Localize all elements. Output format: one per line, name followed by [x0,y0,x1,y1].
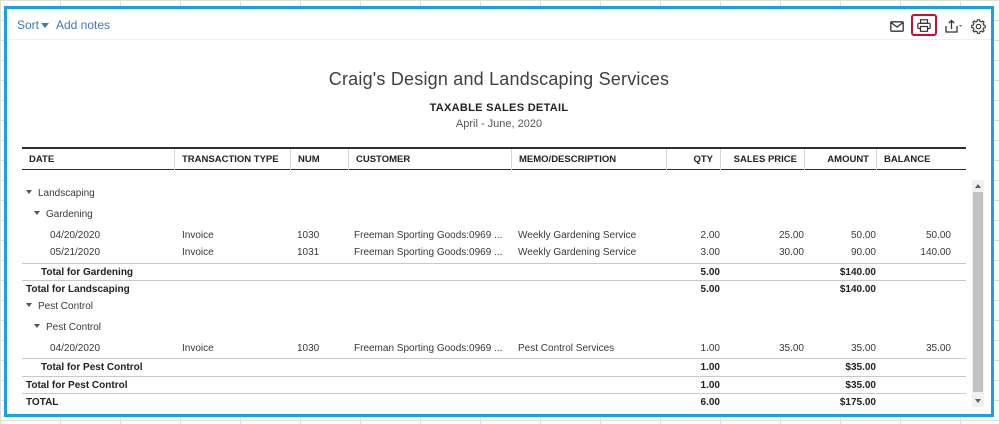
scroll-up-button[interactable] [972,180,984,192]
report-title: TAXABLE SALES DETAIL [429,102,569,114]
group-row[interactable] [22,206,966,223]
subtotal-qty: 1.00 [700,362,720,373]
subtotal-qty: 1.00 [700,380,720,391]
email-button[interactable] [886,15,908,37]
row-price: 25.00 [778,230,804,241]
row-amount: 35.00 [850,343,876,354]
report-frame [4,6,994,417]
subtotal-label: Total for Landscaping [26,284,130,295]
row-qty: 2.00 [700,230,720,241]
group-label: Pest Control [38,301,94,312]
report-toolbar [7,9,991,41]
chevron-up-icon [975,184,981,188]
toolbar-divider [7,39,991,40]
col-sales-price-header[interactable]: SALES PRICE [721,149,805,170]
col-date-header[interactable]: DATE [22,149,175,170]
subtotal-label: Total for Pest Control [41,362,143,373]
row-date: 04/20/2020 [50,230,101,241]
row-balance: 35.00 [925,343,951,354]
row-balance: 50.00 [925,230,951,241]
collapse-triangle-icon[interactable] [26,190,32,194]
table-row[interactable] [22,244,966,261]
export-button[interactable] [944,15,966,37]
sort-button[interactable] [17,18,49,32]
collapse-triangle-icon[interactable] [26,303,32,307]
table-row[interactable] [22,227,966,244]
total-label: TOTAL [26,397,59,407]
row-memo: Weekly Gardening Service [518,230,637,241]
row-num: 1031 [297,247,320,258]
subtotal-qty: 5.00 [700,284,720,295]
subtotal-qty: 5.00 [700,267,720,278]
row-amount: 50.00 [850,230,876,241]
collapse-triangle-icon[interactable] [34,324,40,328]
row-amount: 90.00 [850,247,876,258]
group-label: Landscaping [38,188,95,199]
subtotal-amount: $140.00 [839,284,876,295]
row-customer: Freeman Sporting Goods:0969 ... [354,247,503,258]
scroll-thumb[interactable] [973,192,983,392]
subtotal-amount: $35.00 [845,362,876,373]
row-customer: Freeman Sporting Goods:0969 ... [354,230,503,241]
subtotal-amount: $140.00 [839,267,876,278]
group-label: Pest Control [46,322,102,333]
group-label: Gardening [46,209,93,220]
row-balance: 140.00 [920,247,951,258]
row-type: Invoice [182,230,214,241]
row-customer: Freeman Sporting Goods:0969 ... [354,343,503,354]
add-notes-link[interactable]: Add notes [56,18,111,32]
row-qty: 3.00 [700,247,720,258]
group-row[interactable] [22,185,966,202]
col-num-header[interactable]: NUM [291,149,349,170]
col-transaction-type-header[interactable]: TRANSACTION TYPE [175,149,291,170]
group-row[interactable] [22,319,966,336]
row-date: 05/21/2020 [50,247,101,258]
table-body [22,170,966,407]
subtotal-label: Total for Gardening [41,267,134,278]
subtotal-row[interactable] [22,263,966,280]
row-num: 1030 [297,230,320,241]
total-amount: $175.00 [839,397,876,407]
chevron-down-icon [975,399,981,403]
col-qty-header[interactable]: QTY [667,149,721,170]
export-icon [945,19,965,33]
subtotal-row[interactable] [22,358,966,375]
table-header [22,147,966,170]
row-memo: Weekly Gardening Service [518,247,637,258]
col-memo-header[interactable]: MEMO/DESCRIPTION [512,149,667,170]
row-price: 30.00 [778,247,804,258]
collapse-triangle-icon[interactable] [34,211,40,215]
gear-icon [971,19,986,34]
grand-total-row[interactable] [22,393,966,407]
row-memo: Pest Control Services [518,343,615,354]
scroll-down-button[interactable] [972,395,984,407]
subtotal-row[interactable] [22,376,966,393]
table-row[interactable] [22,340,966,357]
subtotal-amount: $35.00 [845,380,876,391]
vertical-scrollbar[interactable] [972,180,984,407]
company-name: Craig's Design and Landscaping Services [328,69,670,89]
chevron-down-icon [41,23,49,28]
row-type: Invoice [182,247,214,258]
row-qty: 1.00 [700,343,720,354]
col-customer-header[interactable]: CUSTOMER [349,149,512,170]
subtotal-label: Total for Pest Control [26,380,128,391]
row-price: 35.00 [778,343,804,354]
print-button[interactable] [911,14,937,36]
col-amount-header[interactable]: AMOUNT [805,149,877,170]
row-type: Invoice [182,343,214,354]
report-table [22,147,969,407]
date-range: April - June, 2020 [455,118,543,130]
subtotal-row[interactable] [22,280,966,297]
col-balance-header[interactable]: BALANCE [884,154,931,165]
total-qty: 6.00 [700,397,720,407]
sort-label: Sort [17,18,40,32]
row-date: 04/20/2020 [50,343,101,354]
print-icon [917,19,931,32]
email-icon [890,21,904,32]
group-row[interactable] [22,298,966,315]
row-num: 1030 [297,343,320,354]
settings-button[interactable] [967,15,989,37]
